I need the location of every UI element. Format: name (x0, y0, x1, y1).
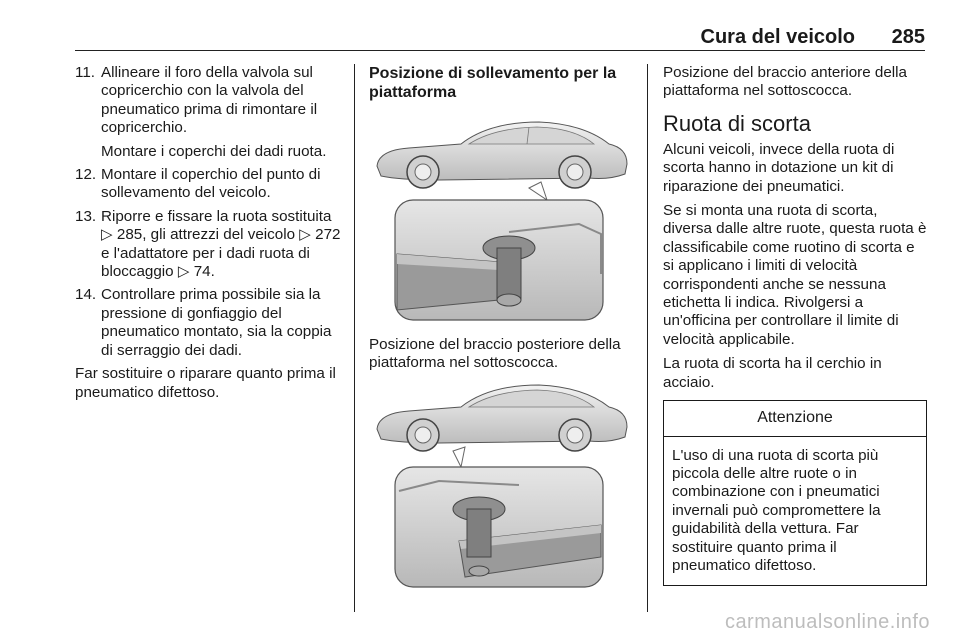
list-item (75, 166, 343, 203)
list-item (75, 286, 343, 360)
column-divider (647, 64, 648, 612)
page-number: 285 (891, 26, 925, 48)
column-right (663, 64, 927, 586)
list-text: Montare i coperchi dei dadi ruota. (101, 142, 327, 160)
illustration-lift-front (369, 114, 631, 324)
section-heading: Posizione di sollevamento per la piattaforma (369, 65, 617, 101)
warning-heading: Attenzione (664, 401, 926, 436)
list-item (75, 64, 343, 161)
section-title: Cura del veicolo (700, 26, 855, 48)
list-text: Riporre e fissare la ruota sostituita ▷ 285, gli attrezzi del veicolo ▷ 272 e l'adattatore per i dadi ruota di bloccaggio ▷ 74. (101, 207, 341, 281)
closing-text: Far sostituire o riparare quanto prima il pneumatico difettoso. (75, 365, 336, 401)
car-lift-illustration (369, 114, 631, 324)
column-middle (369, 64, 631, 591)
list-text: Montare il coperchio del punto di sollevamento del veicolo. (101, 166, 321, 202)
figure-caption: Posizione del braccio anteriore della piattaforma nel sottoscocca. (663, 64, 907, 100)
list-number: 14. (75, 286, 97, 304)
warning-text: L'uso di una ruota di scorta più piccola delle altre ruote o in combinazione con i pneumatici invernali può compromettere la guidabilità della vettura. Far sostituire quanto prima il pneumatico difettoso. (672, 446, 881, 574)
warning-box (663, 400, 927, 586)
column-left (75, 64, 343, 402)
column-divider (354, 64, 355, 612)
figure-caption: Posizione del braccio posteriore della piattaforma nel sottoscocca. (369, 336, 621, 372)
section-title-spare-wheel: Ruota di scorta (663, 110, 811, 136)
list-number: 12. (75, 166, 97, 184)
list-item (75, 208, 343, 282)
page-header (75, 22, 925, 51)
car-lift-illustration (369, 381, 631, 591)
list-number: 13. (75, 207, 97, 225)
body-paragraph: Alcuni veicoli, invece della ruota di scorta hanno in dotazione un kit di riparazione dei pneumatici. (663, 140, 895, 195)
body-paragraph: Se si monta una ruota di scorta, diversa dalle altre ruote, questa ruota è classificabile come ruotino di scorta e si applicano i limiti di velocità corrispondenti anche se nessuna etichetta li indica. Rivolgersi a un'officina per controllare il limite di velocità applicabile. (663, 202, 927, 348)
watermark: carmanualsonline.info (724, 611, 930, 633)
list-text: Allineare il foro della valvola sul copricerchio con la valvola del pneumatico prima di rimontare il copricerchio. (101, 64, 318, 137)
body-paragraph: La ruota di scorta ha il cerchio in acciaio. (663, 355, 882, 391)
illustration-lift-rear (369, 381, 631, 591)
list-number: 11. (75, 64, 95, 81)
list-text: Controllare prima possibile sia la pressione di gonfiaggio del pneumatico montato, sia la coppia di serraggio dei dadi. (101, 286, 332, 359)
